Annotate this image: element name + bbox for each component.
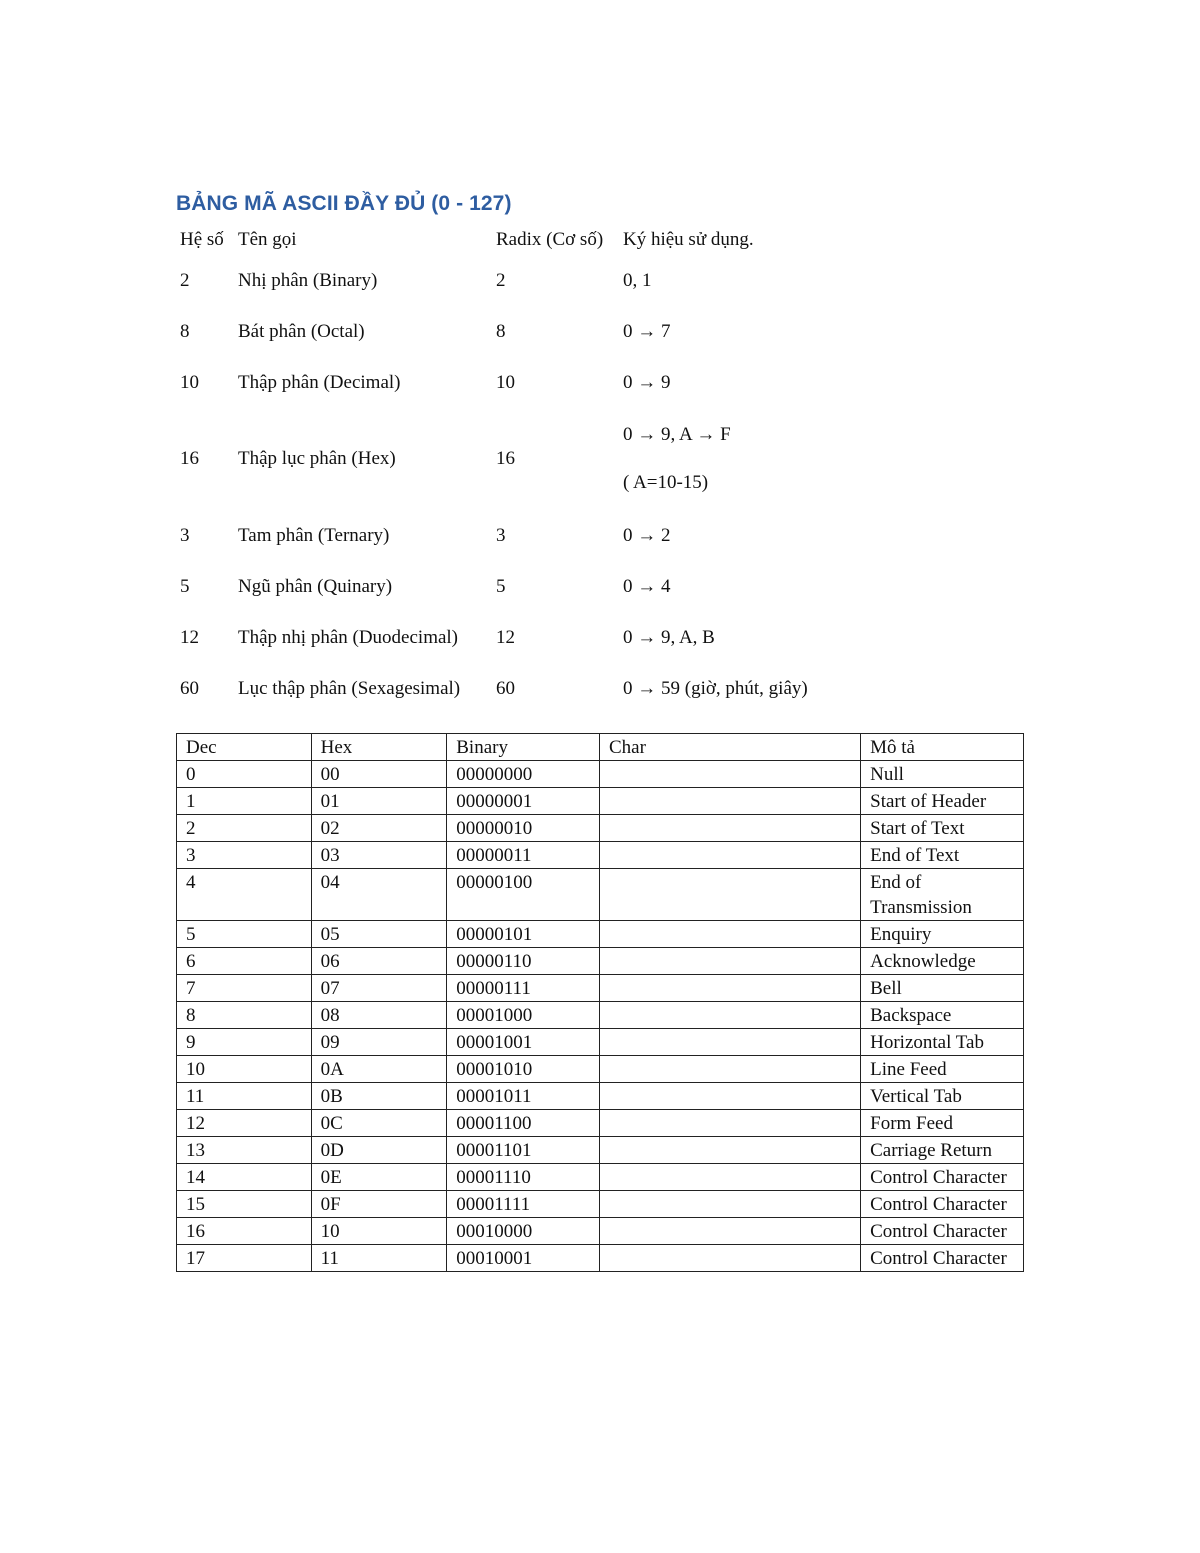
ascii-description-cell: Acknowledge — [861, 948, 1024, 975]
ascii-binary-cell: 00000111 — [447, 975, 600, 1002]
ascii-hex-cell: 03 — [311, 842, 447, 869]
ascii-dec-cell: 7 — [177, 975, 312, 1002]
radix-row — [180, 510, 923, 561]
ascii-description-cell: End of Text — [861, 842, 1024, 869]
ascii-hex-cell: 0F — [311, 1191, 447, 1218]
ascii-char-cell — [600, 1002, 861, 1029]
ascii-binary-cell: 00010000 — [447, 1218, 600, 1245]
ascii-description-cell: Carriage Return — [861, 1137, 1024, 1164]
ascii-dec-cell: 10 — [177, 1056, 312, 1083]
radix-radix-cell: 3 — [496, 524, 506, 546]
ascii-binary-cell: 00001101 — [447, 1137, 600, 1164]
radix-radix-cell: 2 — [496, 269, 506, 291]
table-row — [177, 1002, 1024, 1029]
radix-symbol-line: 0 → 9, A → F — [623, 424, 731, 445]
ascii-char-cell — [600, 1083, 861, 1110]
ascii-binary-cell: 00001000 — [447, 1002, 600, 1029]
radix-radix-cell: 60 — [496, 677, 515, 699]
ascii-description-cell: Backspace — [861, 1002, 1024, 1029]
ascii-table-body — [177, 761, 1024, 1272]
ascii-description-cell: Start of Text — [861, 815, 1024, 842]
radix-header-symbols: Ký hiệu sử dụng. — [623, 229, 754, 250]
ascii-binary-cell: 00000001 — [447, 788, 600, 815]
ascii-description-cell: Enquiry — [861, 921, 1024, 948]
ascii-binary-cell: 00000100 — [447, 869, 600, 921]
radix-radix-cell: 8 — [496, 320, 506, 342]
ascii-char-cell — [600, 815, 861, 842]
ascii-char-cell — [600, 1110, 861, 1137]
radix-symbols-cell — [623, 663, 923, 714]
ascii-char-cell — [600, 842, 861, 869]
ascii-char-cell — [600, 948, 861, 975]
radix-row — [180, 408, 923, 510]
radix-radix-cell: 16 — [496, 448, 515, 469]
table-row — [177, 1137, 1024, 1164]
ascii-dec-cell: 16 — [177, 1218, 312, 1245]
radix-symbol-line: 0 → 9 — [623, 371, 671, 393]
ascii-dec-cell: 15 — [177, 1191, 312, 1218]
ascii-char-cell — [600, 1056, 861, 1083]
ascii-char-cell — [600, 788, 861, 815]
ascii-hex-cell: 06 — [311, 948, 447, 975]
ascii-dec-cell: 1 — [177, 788, 312, 815]
ascii-dec-cell: 6 — [177, 948, 312, 975]
ascii-hex-cell: 01 — [311, 788, 447, 815]
radix-name-cell: Bát phân (Octal) — [238, 320, 365, 342]
table-row — [177, 1164, 1024, 1191]
ascii-table — [176, 733, 1024, 1272]
ascii-description-cell: Start of Header — [861, 788, 1024, 815]
ascii-header-row — [177, 734, 1024, 761]
ascii-dec-cell: 9 — [177, 1029, 312, 1056]
ascii-binary-cell: 00000010 — [447, 815, 600, 842]
radix-name-cell: Nhị phân (Binary) — [238, 269, 378, 291]
ascii-description-cell: Control Character — [861, 1164, 1024, 1191]
radix-symbol-line: 0 → 4 — [623, 575, 671, 597]
ascii-dec-cell: 11 — [177, 1083, 312, 1110]
ascii-description-cell: Form Feed — [861, 1110, 1024, 1137]
radix-symbol-line: 0, 1 — [623, 269, 652, 291]
table-row — [177, 1056, 1024, 1083]
radix-name-cell: Thập lục phân (Hex) — [238, 448, 396, 469]
ascii-binary-cell: 00001100 — [447, 1110, 600, 1137]
ascii-dec-cell: 13 — [177, 1137, 312, 1164]
ascii-binary-cell: 00001010 — [447, 1056, 600, 1083]
radix-row — [180, 663, 923, 714]
ascii-char-cell — [600, 761, 861, 788]
ascii-char-cell — [600, 869, 861, 921]
radix-symbol-line: 0 → 2 — [623, 524, 671, 546]
table-row — [177, 761, 1024, 788]
radix-base-cell: 12 — [180, 626, 199, 648]
ascii-hex-cell: 11 — [311, 1245, 447, 1272]
ascii-binary-cell: 00000101 — [447, 921, 600, 948]
radix-name-cell: Tam phân (Ternary) — [238, 524, 390, 546]
radix-base-cell: 2 — [180, 269, 190, 291]
ascii-binary-cell: 00001001 — [447, 1029, 600, 1056]
ascii-hex-cell: 0E — [311, 1164, 447, 1191]
radix-header-name: Tên gọi — [238, 229, 297, 250]
table-row — [177, 1191, 1024, 1218]
radix-symbols-cell — [623, 561, 923, 612]
ascii-description-cell: Control Character — [861, 1191, 1024, 1218]
radix-base-cell: 16 — [180, 448, 199, 469]
radix-symbol-line: ( A=10-15) — [623, 472, 709, 493]
ascii-dec-cell: 0 — [177, 761, 312, 788]
ascii-binary-cell: 00001110 — [447, 1164, 600, 1191]
ascii-header-char: Char — [600, 734, 861, 761]
ascii-dec-cell: 8 — [177, 1002, 312, 1029]
radix-row — [180, 357, 923, 408]
ascii-char-cell — [600, 1164, 861, 1191]
ascii-description-cell: Control Character — [861, 1245, 1024, 1272]
radix-symbols-cell — [623, 612, 923, 663]
ascii-hex-cell: 0A — [311, 1056, 447, 1083]
ascii-hex-cell: 10 — [311, 1218, 447, 1245]
ascii-dec-cell: 3 — [177, 842, 312, 869]
ascii-binary-cell: 00000000 — [447, 761, 600, 788]
table-row — [177, 1245, 1024, 1272]
ascii-description-cell: End of Transmission — [861, 869, 1024, 921]
radix-base-cell: 5 — [180, 575, 190, 597]
radix-base-cell: 10 — [180, 371, 199, 393]
ascii-char-cell — [600, 1029, 861, 1056]
ascii-char-cell — [600, 1191, 861, 1218]
radix-radix-cell: 5 — [496, 575, 506, 597]
ascii-dec-cell: 5 — [177, 921, 312, 948]
ascii-char-cell — [600, 921, 861, 948]
ascii-binary-cell: 00010001 — [447, 1245, 600, 1272]
ascii-description-cell: Vertical Tab — [861, 1083, 1024, 1110]
radix-name-cell: Thập nhị phân (Duodecimal) — [238, 626, 459, 648]
ascii-header-dec: Dec — [177, 734, 312, 761]
radix-symbol-line: 0 → 59 (giờ, phút, giây) — [623, 677, 808, 699]
table-row — [177, 921, 1024, 948]
ascii-description-cell: Null — [861, 761, 1024, 788]
ascii-hex-cell: 05 — [311, 921, 447, 948]
page-title: BẢNG MÃ ASCII ĐẦY ĐỦ (0 - 127) — [176, 192, 512, 215]
ascii-dec-cell: 12 — [177, 1110, 312, 1137]
ascii-dec-cell: 17 — [177, 1245, 312, 1272]
radix-header-base: Hệ số — [180, 229, 224, 250]
radix-name-cell: Thập phân (Decimal) — [238, 371, 401, 393]
table-row — [177, 975, 1024, 1002]
ascii-char-cell — [600, 975, 861, 1002]
ascii-hex-cell: 0D — [311, 1137, 447, 1164]
radix-symbols-cell — [623, 408, 923, 510]
ascii-description-cell: Bell — [861, 975, 1024, 1002]
radix-name-cell: Ngũ phân (Quinary) — [238, 575, 393, 597]
ascii-hex-cell: 00 — [311, 761, 447, 788]
ascii-hex-cell: 04 — [311, 869, 447, 921]
radix-row — [180, 612, 923, 663]
ascii-dec-cell: 2 — [177, 815, 312, 842]
radix-radix-cell: 12 — [496, 626, 515, 648]
ascii-dec-cell: 4 — [177, 869, 312, 921]
ascii-hex-cell: 07 — [311, 975, 447, 1002]
ascii-dec-cell: 14 — [177, 1164, 312, 1191]
radix-symbols-cell — [623, 510, 923, 561]
radix-row — [180, 306, 923, 357]
table-row — [177, 1218, 1024, 1245]
ascii-binary-cell: 00000011 — [447, 842, 600, 869]
ascii-header-hex: Hex — [311, 734, 447, 761]
radix-row — [180, 255, 923, 306]
ascii-hex-cell: 09 — [311, 1029, 447, 1056]
table-row — [177, 1029, 1024, 1056]
ascii-hex-cell: 0C — [311, 1110, 447, 1137]
radix-header-row — [180, 229, 923, 255]
table-row — [177, 869, 1024, 921]
ascii-hex-cell: 0B — [311, 1083, 447, 1110]
ascii-description-cell: Horizontal Tab — [861, 1029, 1024, 1056]
ascii-binary-cell: 00000110 — [447, 948, 600, 975]
table-row — [177, 1083, 1024, 1110]
radix-symbols-cell — [623, 357, 923, 408]
ascii-description-cell: Control Character — [861, 1218, 1024, 1245]
radix-name-cell: Lục thập phân (Sexagesimal) — [238, 677, 461, 699]
ascii-char-cell — [600, 1137, 861, 1164]
table-row — [177, 842, 1024, 869]
ascii-header-description: Mô tả — [861, 734, 1024, 761]
radix-symbol-line: 0 → 7 — [623, 320, 671, 342]
ascii-binary-cell: 00001011 — [447, 1083, 600, 1110]
table-row — [177, 1110, 1024, 1137]
radix-symbols-cell — [623, 306, 923, 357]
radix-base-cell: 3 — [180, 524, 190, 546]
radix-header-radix: Radix (Cơ số) — [496, 229, 604, 250]
radix-table — [180, 229, 923, 714]
ascii-char-cell — [600, 1245, 861, 1272]
table-row — [177, 815, 1024, 842]
ascii-description-cell: Line Feed — [861, 1056, 1024, 1083]
radix-base-cell: 60 — [180, 677, 199, 699]
ascii-binary-cell: 00001111 — [447, 1191, 600, 1218]
radix-radix-cell: 10 — [496, 371, 515, 393]
ascii-hex-cell: 08 — [311, 1002, 447, 1029]
ascii-char-cell — [600, 1218, 861, 1245]
table-row — [177, 948, 1024, 975]
ascii-hex-cell: 02 — [311, 815, 447, 842]
table-row — [177, 788, 1024, 815]
radix-symbols-cell — [623, 255, 923, 306]
radix-symbol-line: 0 → 9, A, B — [623, 626, 715, 648]
radix-table-body — [180, 229, 923, 714]
ascii-header-binary: Binary — [447, 734, 600, 761]
radix-row — [180, 561, 923, 612]
radix-base-cell: 8 — [180, 320, 190, 342]
